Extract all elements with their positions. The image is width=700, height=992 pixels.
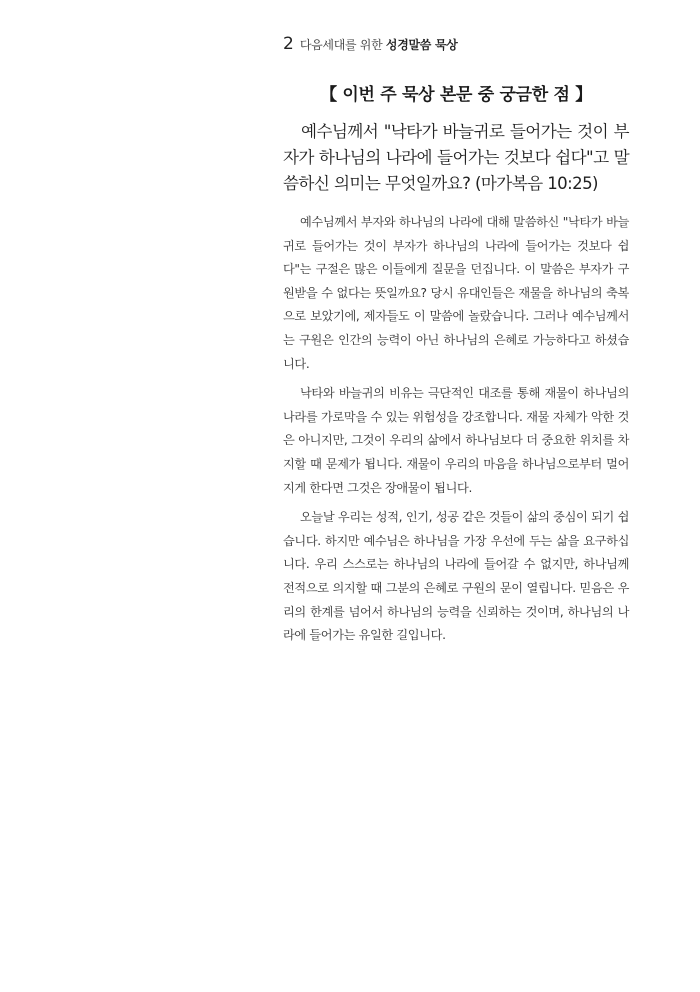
page-number: 2 bbox=[283, 34, 294, 54]
series-title-bold: 성경말씀 묵상 bbox=[385, 38, 458, 52]
body-paragraph-3: 오늘날 우리는 성적, 인기, 성공 같은 것들이 삶의 중심이 되기 쉽습니다. 하지만 예수님은 하나님을 가장 우선에 두는 삶을 요구하십니다. 우리 스스로는 하나님의 나라에 들어갈 수 없지만, 하나님께 전적으로 의지할 때 그분의 은혜로 구원의 문이 열립니다. 믿음은 우리의 한계를 넘어서 하나님의 능력을 신뢰하는 것이며, 하나님의 나라에 들어가는 유일한 길입니다. bbox=[283, 510, 629, 643]
question-heading: 예수님께서 "낙타가 바늘귀로 들어가는 것이 부자가 하나님의 나라에 들어가는 것보다 쉽다"고 말씀하신 의미는 무엇일까요? (마가복음 10:25) bbox=[283, 122, 629, 193]
series-prefix: 다음세대를 위한 bbox=[299, 38, 383, 52]
page-content bbox=[283, 34, 629, 648]
section-title: 【 이번 주 묵상 본문 중 궁금한 점 】 bbox=[320, 85, 592, 105]
running-header bbox=[283, 34, 629, 58]
series-title bbox=[300, 36, 458, 53]
body-paragraph-1: 예수님께서 부자와 하나님의 나라에 대해 말씀하신 "낙타가 바늘귀로 들어가는 것이 부자가 하나님의 나라에 들어가는 것보다 쉽다"는 구절은 많은 이들에게 질문을 던집니다. 이 말씀은 부자가 구원받을 수 없다는 뜻일까요? 당시 유대인들은 재물을 하나님의 축복으로 보았기에, 제자들도 이 말씀에 놀랐습니다. 그러나 예수님께서는 구원은 인간의 능력이 아닌 하나님의 은혜로 가능하다고 하셨습니다. bbox=[283, 215, 629, 371]
body-paragraph-2: 낙타와 바늘귀의 비유는 극단적인 대조를 통해 재물이 하나님의 나라를 가로막을 수 있는 위험성을 강조합니다. 재물 자체가 악한 것은 아니지만, 그것이 우리의 삶에서 하나님보다 더 중요한 위치를 차지할 때 문제가 됩니다. 재물이 우리의 마음을 하나님으로부터 멀어지게 한다면 그것은 장애물이 됩니다. bbox=[283, 386, 629, 495]
